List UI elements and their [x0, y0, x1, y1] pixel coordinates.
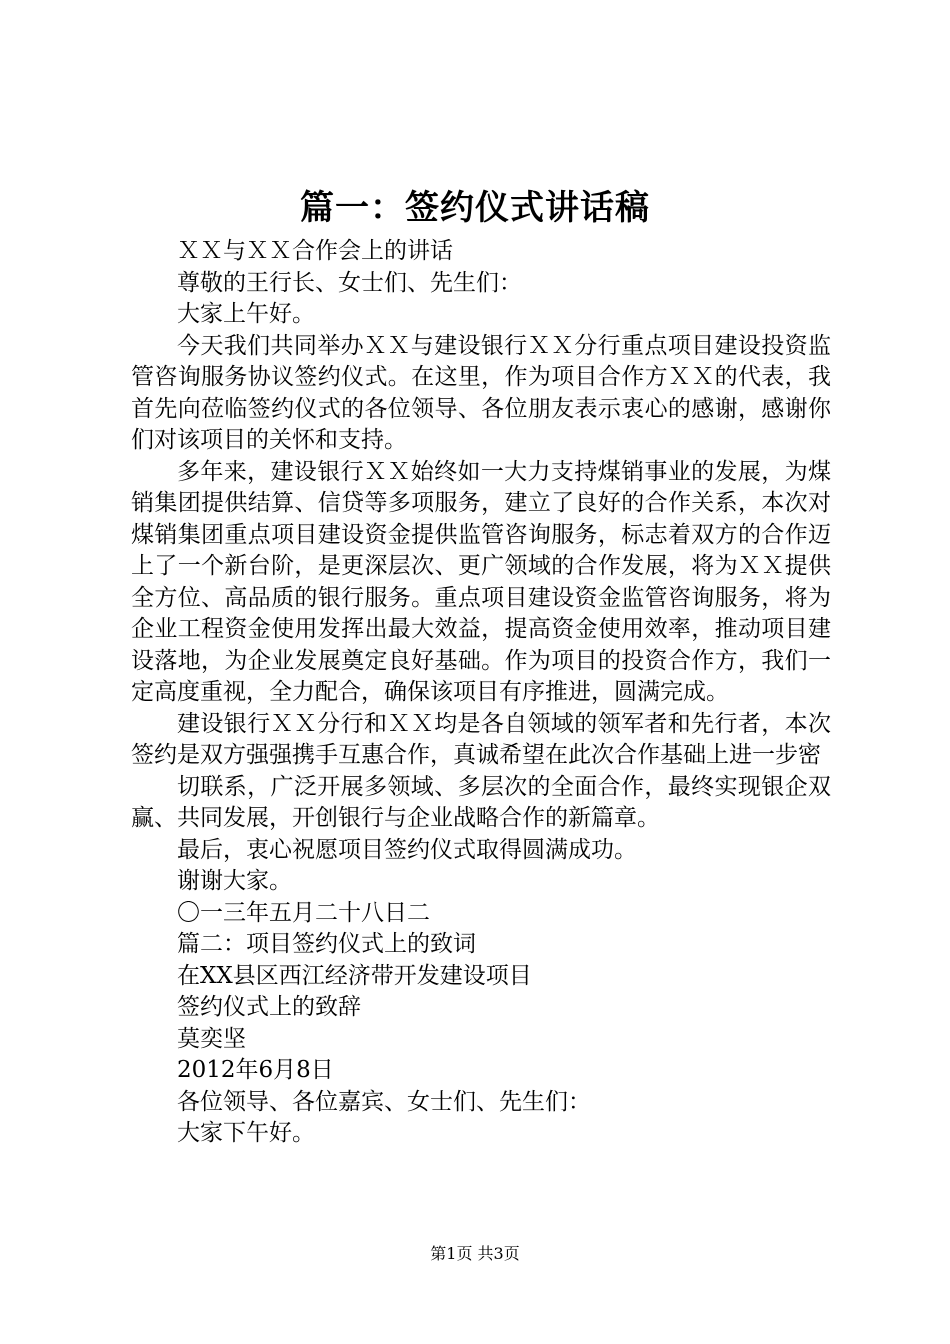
- paragraph: 多年来，建设银行ＸＸ始终如一大力支持煤销事业的发展，为煤销集团提供结算、信贷等多项服务，建立了良好的合作关系，本次对煤销集团重点项目建设资金提供监管咨询服务，标志着双方的合作迈上了一个新台阶，是更深层次、更广领域的合作发展，将为ＸＸ提供全方位、高品质的银行服务。重点项目建设资金监管咨询服务，将为企业工程资金使用发挥出最大效益，提高资金使用效率，推动项目建设落地，为企业发展奠定良好基础。作为项目的投资合作方，我们一定高度重视，全力配合，确保该项目有序推进，圆满完成。: [131, 458, 831, 705]
- closing-wish: 最后，衷心祝愿项目签约仪式取得圆满成功。: [177, 836, 637, 863]
- thanks: 谢谢大家。: [177, 868, 292, 894]
- document-title: 篇一：签约仪式讲话稿: [300, 188, 650, 228]
- speech-title-line-1: 在XX县区西江经济带开发建设项目: [177, 962, 532, 989]
- salutation-two: 各位领导、各位嘉宾、女士们、先生们：: [177, 1088, 591, 1115]
- speech-heading: ＸＸ与ＸＸ合作会上的讲话: [177, 238, 453, 264]
- speech-date: 2012年6月8日: [177, 1057, 334, 1083]
- paragraph: 切联系，广泛开展多领域、多层次的全面合作，最终实现银企双赢、共同发展，开创银行与企业战略合作的新篇章。: [131, 773, 831, 831]
- page-footer: 第1页 共3页: [430, 1244, 520, 1263]
- greeting: 大家上午好。: [177, 301, 315, 327]
- date-line: 〇一三年五月二十八日二: [177, 899, 430, 926]
- paragraph: 建设银行ＸＸ分行和ＸＸ均是各自领域的领军者和先行者，本次签约是双方强强携手互惠合作，真诚希望在此次合作基础上进一步密: [131, 710, 831, 768]
- speaker-name: 莫奕坚: [177, 1025, 246, 1052]
- paragraph: 今天我们共同举办ＸＸ与建设银行ＸＸ分行重点项目建设投资监管咨询服务协议签约仪式。在这里，作为项目合作方ＸＸ的代表，我首先向莅临签约仪式的各位领导、各位朋友表示衷心的感谢，感谢你们对该项目的关怀和支持。: [131, 332, 831, 453]
- section-two-title: 篇二：项目签约仪式上的致词: [177, 931, 476, 957]
- speech-title-line-2: 签约仪式上的致辞: [177, 994, 361, 1020]
- greeting-two: 大家下午好。: [177, 1120, 315, 1146]
- salutation: 尊敬的王行长、女士们、先生们：: [177, 269, 522, 296]
- document-body: [131, 236, 831, 1150]
